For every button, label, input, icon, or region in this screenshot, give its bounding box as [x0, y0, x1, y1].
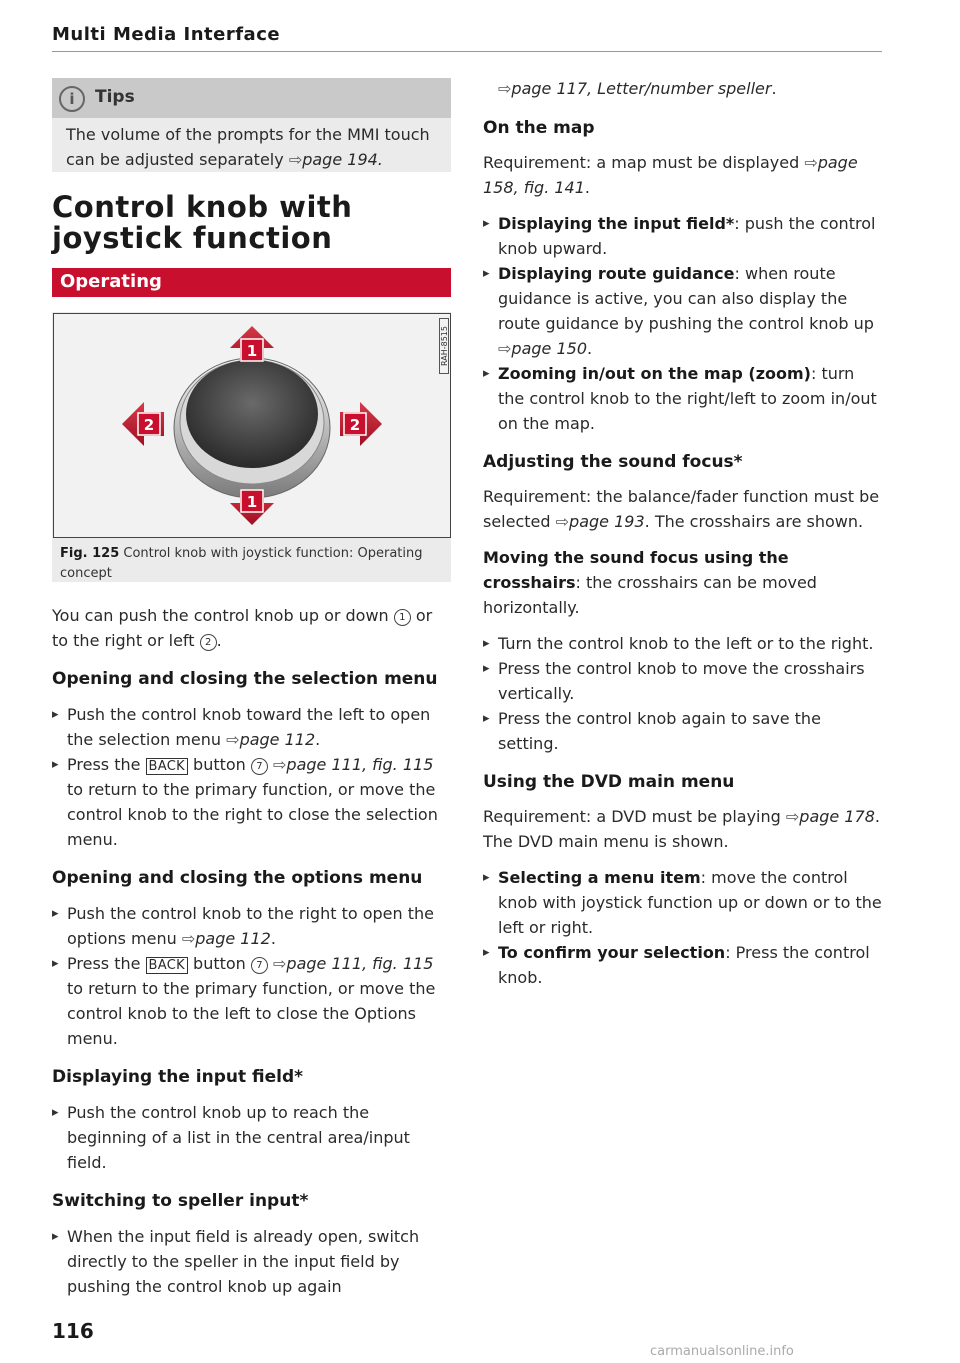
page-ref-link[interactable]: page 112	[239, 730, 316, 749]
subsection-bar: Operating	[52, 268, 451, 297]
list-item: ▸ When the input field is already open, switch directly to the speller in the input field by pushing the control knob up again	[52, 1224, 452, 1299]
tips-header	[52, 78, 451, 118]
callout-1-icon: 1	[394, 609, 411, 626]
page-ref-link[interactable]: page 158, fig. 141	[483, 153, 858, 197]
page-ref-link[interactable]: page 193	[569, 512, 645, 531]
back-key: BACK	[146, 758, 188, 775]
figure-code: RAH-8515	[439, 318, 449, 374]
callout-7-icon: 7	[251, 758, 268, 775]
knob-top	[186, 360, 318, 468]
back-key: BACK	[146, 957, 188, 974]
arrow-right-icon	[340, 402, 382, 446]
list-item: ▸ Push the control knob to the right to open the options menu ⇨page 112.	[52, 901, 452, 951]
watermark: carmanualsonline.info	[650, 1344, 794, 1359]
tips-page-ref[interactable]: page 194.	[302, 150, 383, 169]
heading-input-field: Displaying the input field*	[52, 1067, 304, 1087]
list-item: ▸ Press the control knob again to save the setting.	[483, 706, 883, 756]
list-item: ▸ Displaying route guidance: when route guidance is active, you can also display the route guidance by pushing the control knob up ⇨page 150.	[483, 261, 883, 361]
page-ref-link[interactable]: page 178	[799, 807, 875, 826]
list-item: ▸ Selecting a menu item: move the control knob with joystick function up or down or to the left or right.	[483, 865, 883, 940]
list-item: ▸ Press the BACK button 7 ⇨page 111, fig. 115 to return to the primary function, or move the control knob to the left to close the Options menu.	[52, 951, 452, 1051]
heading-sound-focus: Adjusting the sound focus*	[483, 452, 743, 472]
list-item: ▸ Zooming in/out on the map (zoom): turn the control knob to the right/left to zoom in/out on the map.	[483, 361, 883, 436]
heading-on-the-map: On the map	[483, 118, 595, 138]
heading-dvd-menu: Using the DVD main menu	[483, 772, 735, 792]
tips-title: Tips	[95, 87, 135, 107]
header-rule	[52, 51, 882, 52]
heading-selection-menu: Opening and closing the selection menu	[52, 669, 438, 689]
page-ref-link[interactable]: page 111, fig. 115	[286, 755, 434, 774]
intro-paragraph: You can push the control knob up or down 1 or to the right or left 2 .	[52, 606, 433, 650]
arrow-up-icon	[230, 326, 274, 362]
list-item: ▸ Push the control knob toward the left to open the selection menu ⇨page 112.	[52, 702, 452, 752]
callout-right: 2	[349, 416, 361, 434]
arrow-left-icon	[122, 402, 164, 446]
callout-up: 1	[246, 342, 258, 360]
map-requirement: Requirement: a map must be displayed ⇨page 158, fig. 141.	[483, 153, 858, 197]
list-item: ▸ To confirm your selection: Press the control knob.	[483, 940, 883, 990]
left-column-body	[52, 603, 452, 1299]
tips-text: The volume of the prompts for the MMI touch can be adjusted separately ⇨page 194.	[66, 125, 430, 169]
list-item: ▸ Turn the control knob to the left or to the right.	[483, 631, 883, 656]
tips-box	[52, 78, 451, 172]
page-header-title: Multi Media Interface	[52, 24, 281, 45]
figure-caption: Fig. 125 Control knob with joystick function: Operating concept	[60, 546, 423, 581]
control-knob-illustration	[54, 314, 450, 537]
sound-requirement: Requirement: the balance/fader function must be selected ⇨page 193. The crosshairs are shown.	[483, 487, 880, 531]
page-number: 116	[52, 1319, 94, 1343]
callout-left: 2	[143, 416, 155, 434]
heading-options-menu: Opening and closing the options menu	[52, 868, 423, 888]
figure-125	[52, 312, 451, 582]
page-ref-link[interactable]: page 111, fig. 115	[286, 954, 434, 973]
dvd-requirement: Requirement: a DVD must be playing ⇨page 178. The DVD main menu is shown.	[483, 807, 880, 851]
list-item: ▸ Displaying the input field*: push the control knob upward.	[483, 211, 883, 261]
info-icon: i	[59, 86, 85, 112]
list-item: ▸ Press the BACK button 7 ⇨page 111, fig. 115 to return to the primary function, or move the control knob to the right to close the selection menu.	[52, 752, 452, 852]
sound-crosshairs: Moving the sound focus using the crosshairs: the crosshairs can be moved horizontally.	[483, 548, 817, 617]
list-item: ▸ Push the control knob up to reach the beginning of a list in the central area/input field.	[52, 1100, 452, 1175]
page-ref-link[interactable]: page 150	[511, 339, 587, 358]
page-ref-link[interactable]: page 112	[195, 929, 271, 948]
callout-down: 1	[246, 493, 258, 511]
heading-speller: Switching to speller input*	[52, 1191, 309, 1211]
callout-2-icon: 2	[200, 634, 217, 651]
speller-ref-continuation: ⇨page 117, Letter/number speller.	[498, 79, 777, 98]
callout-7-icon: 7	[251, 957, 268, 974]
section-title: Control knob with joystick function	[52, 190, 353, 255]
figure-image	[53, 313, 451, 538]
page-ref-link[interactable]: page 117, Letter/number speller	[511, 79, 772, 98]
list-item: ▸ Press the control knob to move the crosshairs vertically.	[483, 656, 883, 706]
right-column-body	[483, 76, 883, 990]
